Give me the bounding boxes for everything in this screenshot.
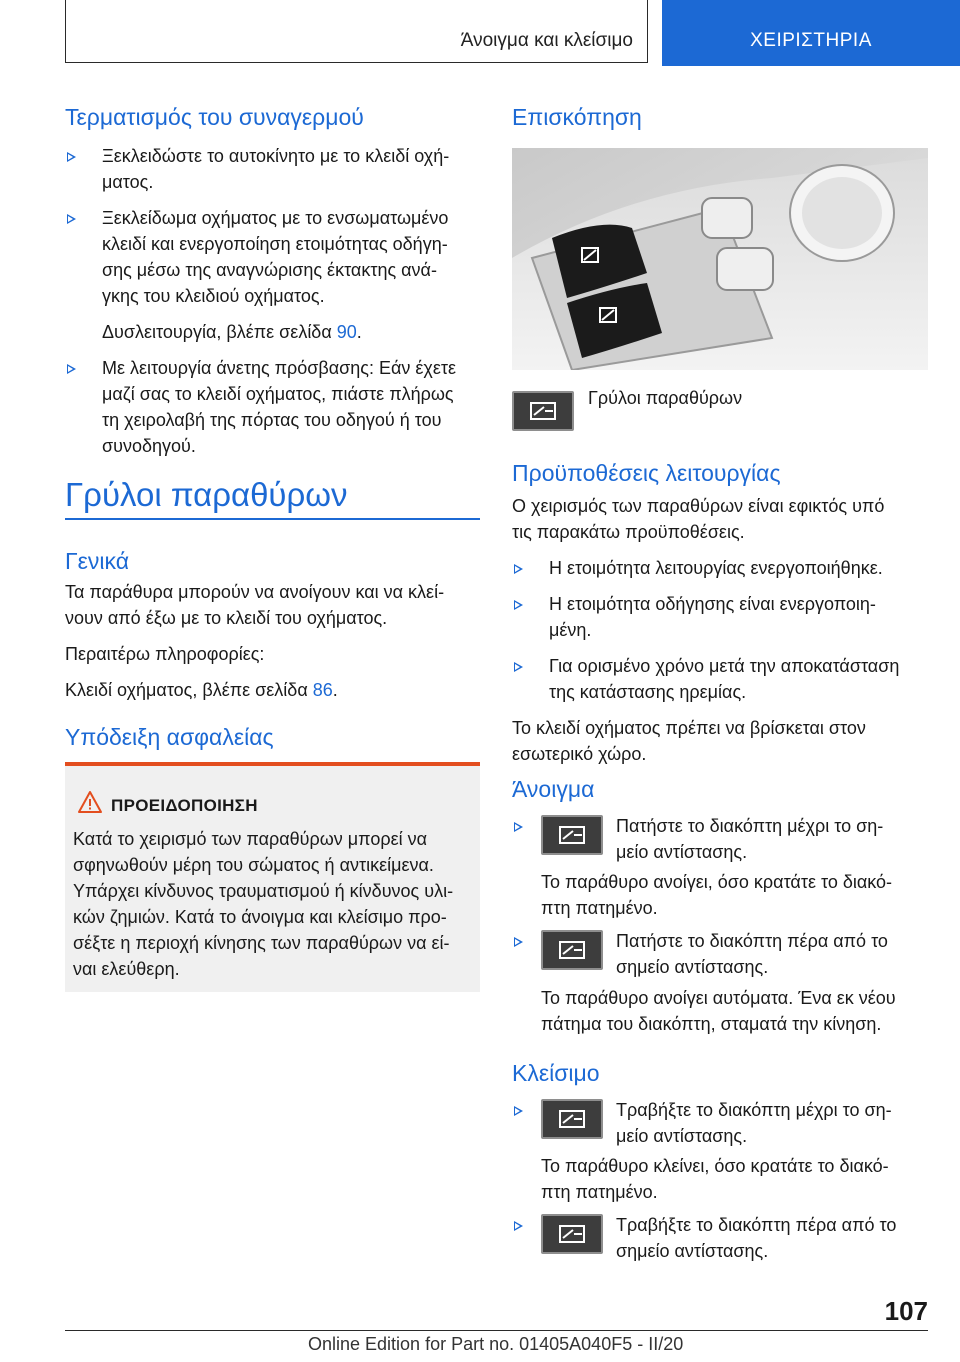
list-item: Για ορισμένο χρόνο μετά την αποκατάσταση της κατάστασης ηρεμίας. xyxy=(512,653,932,705)
header-chapter-tab xyxy=(662,0,960,66)
bullet-triangle-icon xyxy=(67,214,76,224)
cross-reference: Κλειδί οχήματος, βλέπε σελίδα 86. xyxy=(65,680,338,700)
safety-heading: Υπόδειξη ασφαλείας xyxy=(65,724,274,750)
prereq-block xyxy=(512,460,932,767)
bullet-triangle-icon xyxy=(67,364,76,374)
list-item: Ξεκλείδωμα οχήματος με το ενσωματωμένο κλειδί και ενεργοποίηση ετοιμότητας οδήγη- σης μέσω της αναγνώρισης έκτακτης ανά- γκης του κλειδιού οχήματος. xyxy=(65,205,480,309)
page-number: 107 xyxy=(884,1296,928,1326)
list-item: Η ετοιμότητα οδήγησης είναι ενεργοποιη- μένη. xyxy=(512,591,932,643)
bullet-triangle-icon xyxy=(514,937,523,947)
header-section-title: Άνοιγμα και κλείσιμο xyxy=(460,30,633,51)
prereq-heading: Προϋποθέσεις λειτουργίας xyxy=(512,460,781,486)
main-section-title: Γρύλοι παραθύρων xyxy=(65,476,348,513)
close-heading: Κλείσιμο xyxy=(512,1060,600,1086)
cross-reference: Δυσλειτουργία, βλέπε σελίδα 90. xyxy=(102,322,362,342)
general-heading: Γενικά xyxy=(65,548,130,574)
overview-heading: Επισκόπηση xyxy=(512,104,642,130)
page-link[interactable]: 90 xyxy=(336,322,357,342)
header-section-box xyxy=(65,0,648,63)
window-switch-icon xyxy=(541,815,603,855)
bullet-triangle-icon xyxy=(514,822,523,832)
warning-triangle-icon xyxy=(77,790,103,814)
prereq-paragraph: Ο χειρισμός των παραθύρων είναι εφικτός υπό τις παρακάτω προϋποθέσεις. xyxy=(512,496,885,542)
open-step-1-result: Το παράθυρο ανοίγει, όσο κρατάτε το διακό- πτη πατημένο. xyxy=(541,872,893,918)
bullet-triangle-icon xyxy=(514,662,523,672)
window-switch-icon xyxy=(512,391,574,431)
window-switch-photo xyxy=(512,148,928,370)
warning-box xyxy=(65,762,480,992)
bullet-triangle-icon xyxy=(514,564,523,574)
prereq-key-note: Το κλειδί οχήματος πρέπει να βρίσκεται στον εσωτερικό χώρο. xyxy=(512,718,866,764)
window-switch-icon xyxy=(541,1214,603,1254)
bullet-triangle-icon xyxy=(514,1106,523,1116)
open-step-2-result: Το παράθυρο ανοίγει αυτόματα. Ένα εκ νέου πάτημα του διακόπτη, σταματά την κίνηση. xyxy=(541,988,896,1034)
close-step-1: Τραβήξτε το διακόπτη μέχρι το ση- μείο αντίστασης. xyxy=(616,1100,892,1146)
footer-divider xyxy=(65,1330,928,1331)
alarm-heading: Τερματισμός του συναγερμού xyxy=(65,104,364,130)
window-switch-icon xyxy=(541,930,603,970)
general-more-info: Περαιτέρω πληροφορίες: xyxy=(65,644,265,664)
open-step-2: Πατήστε το διακόπτη πέρα από το σημείο αντίστασης. xyxy=(616,931,888,977)
section-divider xyxy=(65,518,480,520)
open-heading: Άνοιγμα xyxy=(512,776,595,802)
bullet-triangle-icon xyxy=(514,600,523,610)
page-link[interactable]: 86 xyxy=(312,680,333,700)
close-step-2: Τραβήξτε το διακόπτη πέρα από το σημείο αντίστασης. xyxy=(616,1215,897,1261)
bullet-triangle-icon xyxy=(67,152,76,162)
open-step-1: Πατήστε το διακόπτη μέχρι το ση- μείο αντίστασης. xyxy=(616,816,884,862)
list-item: Ξεκλειδώστε το αυτοκίνητο με το κλειδί οχή- ματος. xyxy=(65,143,480,195)
warning-label: ΠΡΟΕΙΔΟΠΟΙΗΣΗ xyxy=(111,796,258,815)
warning-text: Κατά το χειρισμό των παραθύρων μπορεί να σφηνωθούν μέρη του σώματος ή αντικείμενα. Υπάρχει κίνδυνος τραυματισμού ή κίνδυνος υλι- κών ζημιών. Κατά το άνοιγμα και κλείσιμο προ- σέξτε η περιοχή κίνησης των παραθύρων να εί- ναι ελεύθερη. xyxy=(73,829,454,979)
list-item: Η ετοιμότητα λειτουργίας ενεργοποιήθηκε. xyxy=(512,555,932,581)
legend-label: Γρύλοι παραθύρων xyxy=(588,388,743,408)
window-switch-icon xyxy=(541,1099,603,1139)
general-paragraph: Τα παράθυρα μπορούν να ανοίγουν και να κλεί- νουν από έξω με το κλειδί του οχήματος. xyxy=(65,582,445,628)
list-item: Με λειτουργία άνετης πρόσβασης: Εάν έχετε μαζί σας το κλειδί οχήματος, πιάστε πλήρως τη χειρολαβή της πόρτας του οδηγού ή του συνοδηγού. xyxy=(65,355,480,459)
header-chapter-title: ΧΕΙΡΙΣΤΗΡΙΑ xyxy=(750,30,872,51)
general-block xyxy=(65,548,480,703)
left-column xyxy=(65,104,480,459)
bullet-triangle-icon xyxy=(514,1221,523,1231)
close-step-1-result: Το παράθυρο κλείνει, όσο κρατάτε το διακό- πτη πατημένο. xyxy=(541,1156,889,1202)
footer-edition: Online Edition for Part no. 01405A040F5 - II/20 xyxy=(308,1334,684,1354)
